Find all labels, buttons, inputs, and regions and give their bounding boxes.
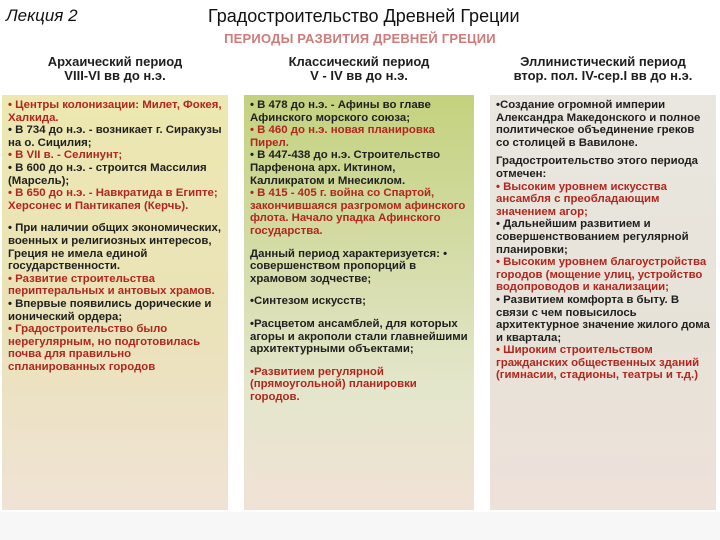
column-title: Эллинистический период bbox=[520, 54, 686, 69]
list-item: • Дальнейшим развитием и совершенствованием регулярной планировки; bbox=[496, 218, 689, 256]
column-dates: втор. пол. IV-сер.I вв до н.э. bbox=[513, 68, 693, 83]
list-item: • Развитием комфорта в быту. В связи с чем повысилось архитектурное значение жилого дома и квартала; bbox=[496, 293, 710, 344]
column-title: Классический период bbox=[288, 54, 430, 69]
list-item: • В 734 до н.э. - возникает г. Сиракузы на о. Сицилия; bbox=[8, 124, 222, 149]
column-heading-hellenistic bbox=[490, 55, 716, 83]
list-item: •Создание огромной империи Александра Македонского и полное политическое объединение греков со столицей в Вавилоне. bbox=[496, 99, 701, 149]
column-dates: VIII-VI вв до н.э. bbox=[64, 68, 166, 83]
bottom-band bbox=[0, 512, 720, 540]
lecture-label: Лекция 2 bbox=[6, 6, 78, 25]
list-item: •Синтезом искусств; bbox=[250, 295, 366, 308]
list-item: •Расцветом ансамблей, для которых агоры и акрополи стали главнейшими архитектурными объектами; bbox=[250, 317, 468, 356]
column-heading-archaic bbox=[2, 55, 228, 83]
list-item: • Впервые появились дорические и ионический ордера; bbox=[8, 297, 212, 323]
column-dates: V - IV вв до н.э. bbox=[310, 68, 408, 83]
list-item: • В 650 до н.э. - Навкратида в Египте; Херсонес и Пантикапея (Керчь). bbox=[8, 187, 218, 212]
list-item: • В 460 до н.э. новая планировка Пирел. bbox=[250, 124, 435, 149]
page-title: Градостроительство Древней Греции bbox=[208, 6, 520, 26]
list-item: • При наличии общих экономических, военных и религиозных интересов, Греция не имела единой государственности. bbox=[8, 222, 222, 273]
panel-archaic bbox=[2, 95, 228, 510]
list-item: • Высоким уровнем искусства ансамбля с преобладающим значением агор; bbox=[496, 180, 667, 218]
list-item: Градостроительство этого периода отмечен: bbox=[496, 155, 699, 180]
list-item: •Развитием регулярной (прямоугольной) планировки городов. bbox=[250, 365, 417, 403]
list-item: • Высоким уровнем благоустройства городов (мощение улиц, устройство водопроводов и канализации; bbox=[496, 256, 707, 294]
list-item: • Центры колонизации: Милет, Фокея, Халкида. bbox=[8, 99, 222, 124]
list-item: • В 600 до н.э. - строится Массилия (Марсель); bbox=[8, 161, 207, 187]
slide-subtitle: ПЕРИОДЫ РАЗВИТИЯ ДРЕВНЕЙ ГРЕЦИИ bbox=[224, 31, 496, 46]
panel-classical bbox=[244, 95, 474, 510]
list-item: • В 415 - 405 г. войнa со Спартой, закончившаяся разгромом афинского флота. Начало упадка Афинского государства. bbox=[250, 187, 466, 237]
list-item: Данный период характеризуется: • совершенством пропорций в храмовом зодчестве; bbox=[250, 247, 448, 285]
list-item: • В VII в. - Селинунт; bbox=[8, 149, 123, 162]
column-title: Архаический период bbox=[47, 54, 183, 69]
list-item: • Градостроительство было нерегулярным, но подготовилась почва для правильно спланированных городов bbox=[8, 323, 201, 373]
list-item: • Широким строительством гражданских общественных зданий (гимнасии, стадионы, театры и т.д.) bbox=[496, 344, 700, 382]
list-item: • Развитие строительства периптеральных и антовых храмов. bbox=[8, 272, 215, 298]
list-item: • В 447-438 до н.э. Строительство Парфенона арх. Иктином, Калликратом и Мнесиклом. bbox=[250, 149, 441, 187]
panel-hellenistic bbox=[490, 95, 716, 510]
column-heading-classical bbox=[244, 55, 474, 83]
list-item: • В 478 до н.э. - Афины во главе Афинского морского союза; bbox=[250, 99, 431, 124]
